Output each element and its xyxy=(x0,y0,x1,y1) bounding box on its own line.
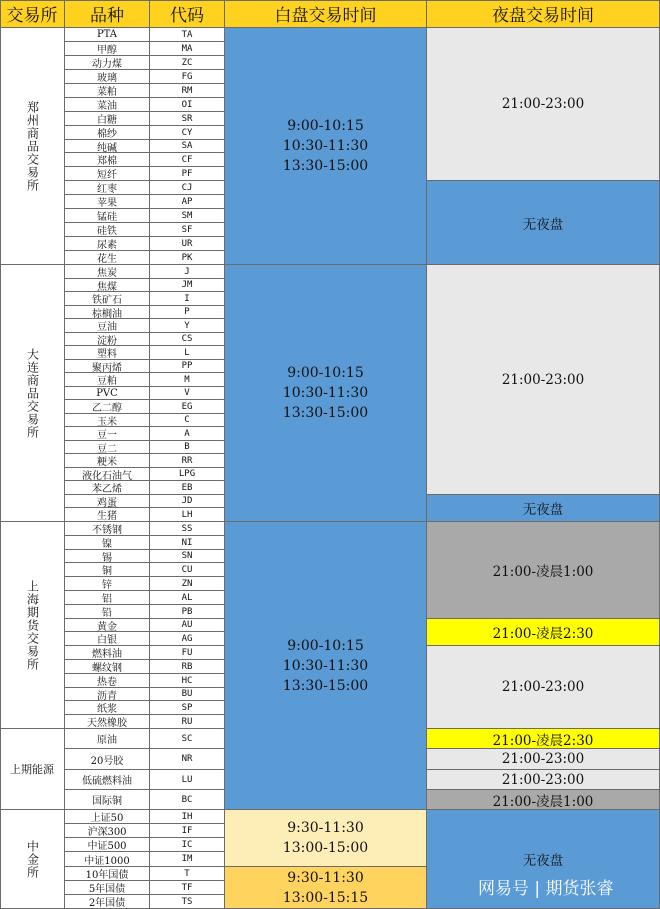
product-code: RB xyxy=(150,660,225,674)
product-code: LU xyxy=(150,770,225,790)
header-day-session: 白盘交易时间 xyxy=(225,0,427,28)
product-code: CF xyxy=(150,153,225,167)
product-name: 铁矿石 xyxy=(65,292,150,306)
product-name: 焦煤 xyxy=(65,279,150,292)
product-name: 上证50 xyxy=(65,810,150,824)
product-code: SA xyxy=(150,140,225,153)
product-name: 中证1000 xyxy=(65,852,150,867)
product-name: 铅 xyxy=(65,605,150,619)
night-session-time: 21:00-23:00 xyxy=(427,265,660,495)
product-name: 菜粕 xyxy=(65,84,150,98)
product-name: 粳米 xyxy=(65,454,150,468)
product-code: L xyxy=(150,346,225,360)
product-name: 苯乙烯 xyxy=(65,481,150,495)
night-session-time: 21:00-23:00 xyxy=(427,749,660,770)
product-name: 乙二醇 xyxy=(65,400,150,414)
product-code: Y xyxy=(150,319,225,333)
product-code: FG xyxy=(150,70,225,84)
day-session-block xyxy=(225,867,427,909)
product-code: SN xyxy=(150,550,225,563)
product-name: 热卷 xyxy=(65,674,150,688)
day-session-time: 10:30-11:30 xyxy=(282,657,369,674)
product-name: 花生 xyxy=(65,251,150,265)
product-code: AG xyxy=(150,632,225,646)
product-code: EG xyxy=(150,400,225,414)
product-name: 苹果 xyxy=(65,195,150,209)
day-session-time: 9:00-10:15 xyxy=(287,118,364,134)
product-name: 镍 xyxy=(65,536,150,550)
product-name: 棉纱 xyxy=(65,126,150,140)
product-name: 短纤 xyxy=(65,167,150,181)
exchange-name: 中金所 xyxy=(0,810,65,909)
product-name: 硅铁 xyxy=(65,223,150,237)
product-code: PK xyxy=(150,251,225,265)
product-name: 不锈钢 xyxy=(65,522,150,536)
product-name: 淀粉 xyxy=(65,333,150,346)
product-name: 豆二 xyxy=(65,441,150,454)
night-session-time: 无夜盘 xyxy=(427,810,660,909)
product-name: PTA xyxy=(65,28,150,42)
product-code: LH xyxy=(150,508,225,522)
product-code: UR xyxy=(150,237,225,251)
product-code: SM xyxy=(150,209,225,223)
product-name: 纯碱 xyxy=(65,140,150,153)
product-name: 纸浆 xyxy=(65,701,150,715)
product-code: A xyxy=(150,427,225,441)
product-name: 白糖 xyxy=(65,112,150,126)
product-name: 棕榈油 xyxy=(65,306,150,319)
product-code: CS xyxy=(150,333,225,346)
product-name: 红枣 xyxy=(65,181,150,195)
product-name: 豆油 xyxy=(65,319,150,333)
night-session-time: 21:00-凌晨2:30 xyxy=(427,619,660,646)
product-name: 铝 xyxy=(65,591,150,605)
product-name: 白银 xyxy=(65,632,150,646)
product-name: 尿素 xyxy=(65,237,150,251)
product-name: 玉米 xyxy=(65,414,150,427)
product-name: 液化石油气 xyxy=(65,468,150,481)
product-code: MA xyxy=(150,42,225,56)
product-name: 鸡蛋 xyxy=(65,495,150,508)
product-code: RU xyxy=(150,715,225,729)
product-code: AU xyxy=(150,619,225,632)
product-name: 铜 xyxy=(65,563,150,577)
product-name: 菜油 xyxy=(65,98,150,112)
exchange-name: 郑州商品交易所 xyxy=(0,28,65,265)
night-session-time: 无夜盘 xyxy=(427,181,660,265)
night-session-time: 21:00-23:00 xyxy=(427,28,660,181)
product-code: IC xyxy=(150,838,225,852)
product-name: 塑料 xyxy=(65,346,150,360)
product-code: AP xyxy=(150,195,225,209)
product-code: JM xyxy=(150,279,225,292)
product-code: SF xyxy=(150,223,225,237)
product-name: 5年国债 xyxy=(65,881,150,895)
product-name: 原油 xyxy=(65,729,150,749)
day-session-time: 9:30-11:30 xyxy=(287,820,364,836)
product-code: FU xyxy=(150,646,225,660)
product-code: BU xyxy=(150,688,225,701)
product-code: PF xyxy=(150,167,225,181)
product-code: PB xyxy=(150,605,225,619)
product-code: V xyxy=(150,387,225,400)
product-name: 20号胶 xyxy=(65,749,150,770)
day-session-block xyxy=(225,522,427,810)
watermark: 网易号 | 期货张睿 xyxy=(478,879,614,899)
product-code: J xyxy=(150,265,225,279)
day-session-block xyxy=(225,265,427,522)
product-code: IM xyxy=(150,852,225,867)
product-name: PVC xyxy=(65,387,150,400)
product-code: AL xyxy=(150,591,225,605)
header-product: 品种 xyxy=(65,0,150,28)
product-name: 豆一 xyxy=(65,427,150,441)
product-name: 沥青 xyxy=(65,688,150,701)
product-code: HC xyxy=(150,674,225,688)
night-session-time: 21:00-23:00 xyxy=(427,646,660,729)
product-code: TF xyxy=(150,881,225,895)
day-session-time: 10:30-11:30 xyxy=(282,385,369,401)
exchange-name: 大连商品交易所 xyxy=(0,265,65,522)
day-session-time: 13:00-15:15 xyxy=(282,889,369,906)
product-name: 燃料油 xyxy=(65,646,150,660)
day-session-time: 9:00-10:15 xyxy=(287,637,364,654)
night-session-time: 21:00-凌晨2:30 xyxy=(427,729,660,749)
product-name: 国际铜 xyxy=(65,790,150,810)
product-name: 螺纹钢 xyxy=(65,660,150,674)
product-name: 郑棉 xyxy=(65,153,150,167)
product-code: SS xyxy=(150,522,225,536)
product-code: I xyxy=(150,292,225,306)
night-session-time: 21:00-凌晨1:00 xyxy=(427,522,660,619)
day-session-time: 13:30-15:00 xyxy=(282,677,369,694)
product-code: PP xyxy=(150,360,225,373)
product-name: 10年国债 xyxy=(65,867,150,881)
night-session-time: 无夜盘 xyxy=(427,495,660,522)
exchange-name: 上期能源 xyxy=(0,729,65,810)
product-code: CU xyxy=(150,563,225,577)
product-code: SR xyxy=(150,112,225,126)
product-code: IF xyxy=(150,824,225,838)
product-code: LPG xyxy=(150,468,225,481)
product-code: IH xyxy=(150,810,225,824)
product-name: 锌 xyxy=(65,577,150,591)
day-session-block xyxy=(225,28,427,265)
day-session-time: 13:30-15:00 xyxy=(282,158,369,174)
product-name: 焦炭 xyxy=(65,265,150,279)
product-name: 沪深300 xyxy=(65,824,150,838)
product-code: T xyxy=(150,867,225,881)
product-code: CY xyxy=(150,126,225,140)
product-name: 动力煤 xyxy=(65,56,150,70)
product-code: SC xyxy=(150,729,225,749)
product-code: NI xyxy=(150,536,225,550)
product-name: 生猪 xyxy=(65,508,150,522)
product-code: TS xyxy=(150,895,225,909)
product-code: P xyxy=(150,306,225,319)
product-name: 锰硅 xyxy=(65,209,150,223)
product-code: SP xyxy=(150,701,225,715)
night-session-time: 21:00-23:00 xyxy=(427,770,660,790)
exchange-name: 上海期货交易所 xyxy=(0,522,65,729)
product-code: OI xyxy=(150,98,225,112)
day-session-time: 9:30-11:30 xyxy=(287,869,364,886)
product-code: EB xyxy=(150,481,225,495)
day-session-time: 13:30-15:00 xyxy=(282,405,369,421)
product-name: 豆粕 xyxy=(65,373,150,387)
day-session-time: 9:00-10:15 xyxy=(287,365,364,381)
product-name: 聚丙烯 xyxy=(65,360,150,373)
product-code: BC xyxy=(150,790,225,810)
product-code: C xyxy=(150,414,225,427)
day-session-time: 13:00-15:00 xyxy=(282,840,369,856)
day-session-block xyxy=(225,810,427,867)
product-code: JD xyxy=(150,495,225,508)
product-name: 玻璃 xyxy=(65,70,150,84)
product-name: 锡 xyxy=(65,550,150,563)
product-name: 中证500 xyxy=(65,838,150,852)
product-code: ZC xyxy=(150,56,225,70)
header-exchange: 交易所 xyxy=(0,0,65,28)
product-code: CJ xyxy=(150,181,225,195)
product-name: 黄金 xyxy=(65,619,150,632)
product-code: M xyxy=(150,373,225,387)
day-session-time: 10:30-11:30 xyxy=(282,138,369,154)
product-code: RR xyxy=(150,454,225,468)
product-code: ZN xyxy=(150,577,225,591)
product-name: 低硫燃料油 xyxy=(65,770,150,790)
product-code: NR xyxy=(150,749,225,770)
header-code: 代码 xyxy=(150,0,225,28)
product-name: 天然橡胶 xyxy=(65,715,150,729)
night-session-time: 21:00-凌晨1:00 xyxy=(427,790,660,810)
product-code: B xyxy=(150,441,225,454)
product-code: TA xyxy=(150,28,225,42)
header-night-session: 夜盘交易时间 xyxy=(427,0,660,28)
product-code: RM xyxy=(150,84,225,98)
product-name: 甲醇 xyxy=(65,42,150,56)
product-name: 2年国债 xyxy=(65,895,150,909)
